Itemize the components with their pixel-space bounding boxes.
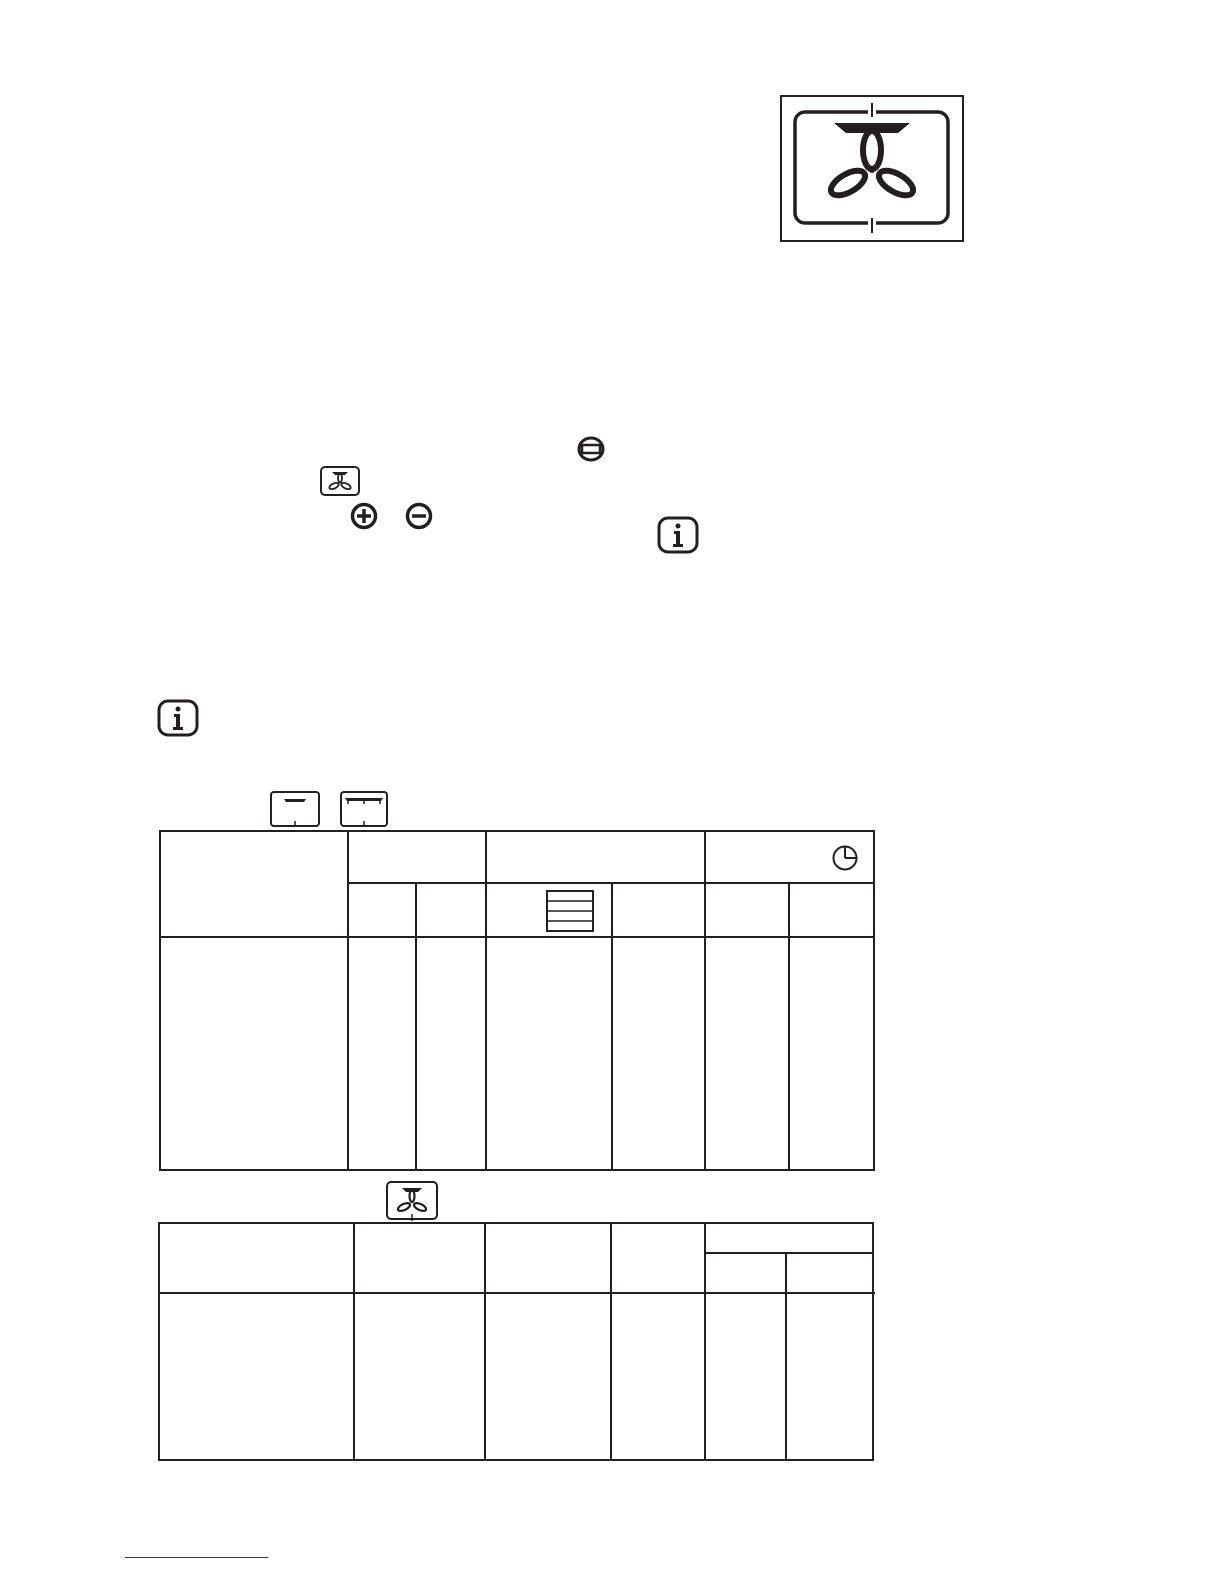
fan-grill-button-icon [320,466,360,496]
grill-table [158,830,876,1172]
oven-function-icon [577,436,605,462]
clock-icon [834,847,857,870]
minus-circle-icon [405,502,433,530]
fan-grill-icon [386,1181,438,1221]
info-icon [157,699,199,737]
footer-link[interactable] [125,1557,268,1558]
shelf-level-icon [547,891,593,931]
grill-single-icon [270,791,320,827]
fan-grill-symbol-frame [780,95,964,242]
info-icon [657,516,699,554]
fan-grill-table [157,1222,877,1462]
fan-grill-icon [780,95,964,242]
plus-circle-icon [350,502,378,530]
grill-double-icon [340,791,388,827]
